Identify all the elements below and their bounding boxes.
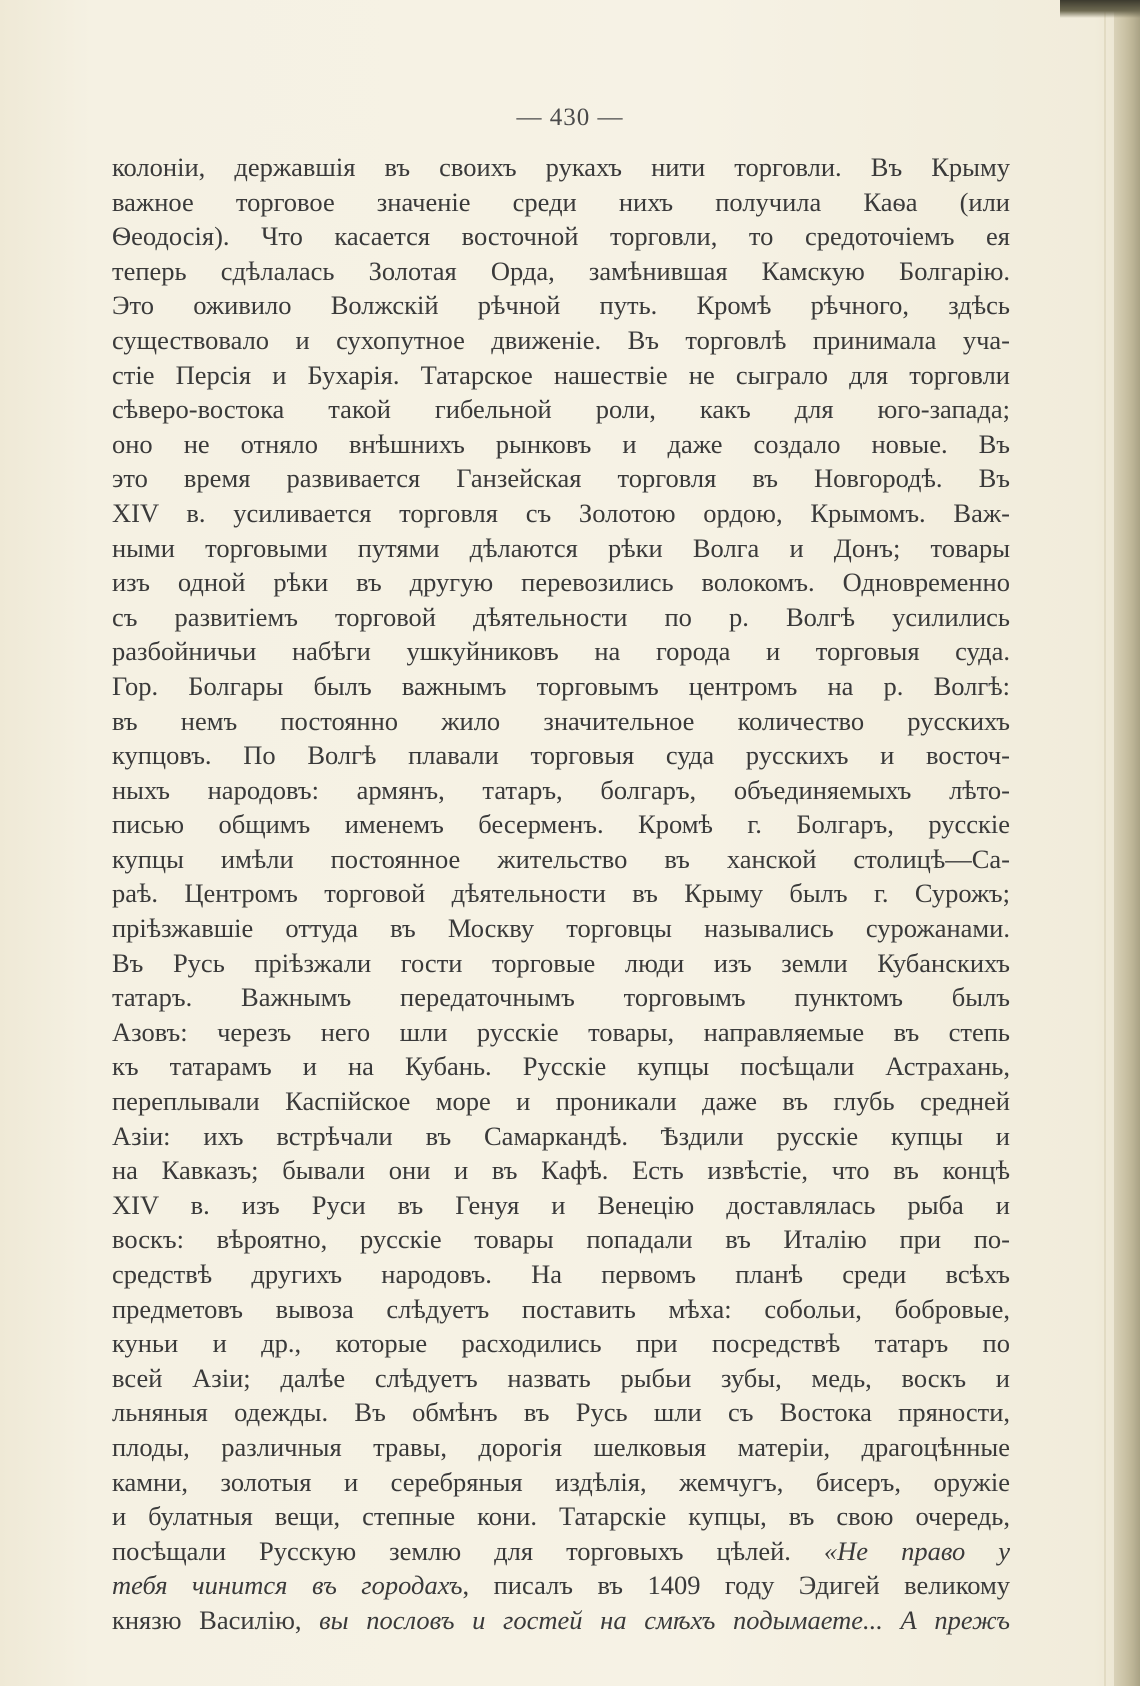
text-line-content [112, 1049, 1010, 1084]
text-line-content [112, 1015, 1010, 1050]
text-line [112, 1326, 1010, 1361]
text-line [112, 980, 1010, 1015]
text-fragment: Ѳеодосія). Что касается восточной торговли, то средоточіемъ ея [112, 221, 1010, 252]
text-line-content [112, 980, 1010, 1015]
text-line [112, 323, 1010, 358]
text-line [112, 1084, 1010, 1119]
text-line [112, 1395, 1010, 1430]
text-fragment: куньи и др., которые расходились при посредствѣ татаръ по [112, 1328, 1010, 1359]
body-text [112, 150, 1010, 1638]
text-line-content [112, 704, 1010, 739]
text-line-content [112, 842, 1010, 877]
text-line [112, 150, 1010, 185]
text-fragment: купцы имѣли постоянное жительство въ ханской столицѣ—Са- [112, 843, 1010, 874]
text-line-content [112, 1499, 1010, 1534]
text-fragment: съ развитіемъ торговой дѣятельности по р. Волгѣ усилились [112, 601, 1010, 632]
text-fragment: стіе Персія и Бухарія. Татарское нашествіе не сыграло для торговли [112, 359, 1010, 390]
page-number: — 430 — [516, 104, 624, 131]
text-line [112, 738, 1010, 773]
text-line [112, 392, 1010, 427]
page-corner-shadow [1060, 0, 1140, 18]
text-line [112, 669, 1010, 704]
text-fragment: Азіи: ихъ встрѣчали въ Самаркандѣ. Ѣздили русскіе купцы и [112, 1120, 1010, 1151]
text-line [112, 219, 1010, 254]
text-line-content [112, 1326, 1010, 1361]
text-line [112, 842, 1010, 877]
text-line-content [112, 911, 1010, 946]
text-line-content [112, 427, 1010, 462]
text-fragment: пріѣзжавшіе оттуда въ Москву торговцы назывались сурожанами. [112, 913, 1010, 944]
italic-quote-fragment: тебя чинится въ городахъ [112, 1570, 463, 1601]
text-fragment: сѣверо-востока такой гибельной роли, какъ для юго-запада; [112, 394, 1010, 425]
text-line [112, 634, 1010, 669]
text-fragment: воскъ: вѣроятно, русскіе товары попадали въ Италію при по- [112, 1224, 1010, 1255]
text-line-content [112, 1395, 1010, 1430]
text-line [112, 1015, 1010, 1050]
text-line-content [112, 1257, 1010, 1292]
text-line [112, 531, 1010, 566]
text-line-content [112, 288, 1010, 323]
text-line [112, 773, 1010, 808]
text-line-content [112, 738, 1010, 773]
text-fragment: средствѣ другихъ народовъ. На первомъ планѣ среди всѣхъ [112, 1259, 1010, 1289]
text-line [112, 1499, 1010, 1534]
text-fragment: XIV в. усиливается торговля съ Золотою ордою, Крымомъ. Важ- [112, 497, 1010, 528]
text-line-content [112, 1465, 1010, 1500]
text-fragment: существовало и сухопутное движеніе. Въ торговлѣ принимала уча- [112, 324, 1010, 355]
text-line [112, 565, 1010, 600]
text-fragment: татаръ. Важнымъ передаточнымъ торговымъ пунктомъ былъ [112, 982, 1010, 1013]
text-line [112, 427, 1010, 462]
text-line [112, 358, 1010, 393]
text-line [112, 1119, 1010, 1154]
text-line [112, 807, 1010, 842]
text-line [112, 1153, 1010, 1188]
text-line [112, 1257, 1010, 1292]
text-fragment: писью общимъ именемъ бесерменъ. Кромѣ г. Болгаръ, русскіе [112, 809, 1010, 840]
text-line-content [112, 150, 1010, 185]
text-line-content [112, 600, 1010, 635]
text-line-content [112, 634, 1010, 669]
text-line-content [112, 1153, 1010, 1188]
text-fragment: льняныя одежды. Въ обмѣнъ въ Русь шли съ Востока пряности, [112, 1397, 1010, 1428]
text-fragment: Гор. Болгары былъ важнымъ торговымъ центромъ на р. Волгѣ: [112, 670, 1010, 701]
text-line-content [112, 1534, 1010, 1569]
text-line [112, 254, 1010, 289]
text-fragment: ными торговыми путями дѣлаются рѣки Волга и Донъ; товары [112, 532, 1010, 563]
text-fragment: Это оживило Волжскій рѣчной путь. Кромѣ рѣчного, здѣсь [112, 290, 1010, 321]
text-fragment: оно не отняло внѣшнихъ рынковъ и даже создало новые. Въ [112, 428, 1010, 459]
text-fragment: изъ одной рѣки въ другую перевозились волокомъ. Одновременно [112, 567, 1010, 598]
text-fragment: раѣ. Центромъ торговой дѣятельности въ Крыму былъ г. Сурожъ; [112, 878, 1010, 909]
text-fragment: на Кавказъ; бывали они и въ Кафѣ. Есть извѣстіе, что въ концѣ [112, 1155, 1010, 1186]
text-line [112, 946, 1010, 981]
text-line [112, 1222, 1010, 1257]
text-fragment: плоды, различныя травы, дорогія шелковыя матеріи, драгоцѣнные [112, 1431, 1010, 1462]
text-line-content [112, 185, 1010, 220]
italic-quote-fragment: «Не право у [823, 1535, 1010, 1566]
text-fragment: переплывали Каспійское море и проникали даже въ глубь средней [112, 1086, 1010, 1117]
text-line-content [112, 1119, 1010, 1154]
text-fragment: камни, золотыя и серебряныя издѣлія, жемчугъ, бисеръ, оружіе [112, 1466, 1010, 1497]
text-line [112, 1603, 1010, 1638]
text-line [112, 1049, 1010, 1084]
text-fragment: къ татарамъ и на Кубань. Русскіе купцы посѣщали Астрахань, [112, 1051, 1010, 1082]
text-fragment: и булатныя вещи, степные кони. Татарскіе купцы, въ свою очередь, [112, 1501, 1010, 1532]
text-line [112, 1430, 1010, 1465]
text-fragment: XIV в. изъ Руси въ Генуя и Венецію доставлялась рыба и [112, 1189, 1010, 1220]
text-line-content [112, 946, 1010, 981]
text-fragment: посѣщали Русскую землю для торговыхъ цѣлей. [112, 1535, 824, 1566]
text-line-content [112, 1188, 1010, 1223]
text-line-content [112, 807, 1010, 842]
text-line-content [112, 1603, 1010, 1638]
text-line [112, 1188, 1010, 1223]
text-fragment: теперь сдѣлалась Золотая Орда, замѣнившая Камскую Болгарію. [112, 255, 1010, 286]
page-edge-line [1104, 0, 1106, 1686]
text-fragment: важное торговое значеніе среди нихъ получила Каѳа (или [112, 186, 1010, 217]
text-line-content [112, 1292, 1010, 1327]
text-line [112, 1534, 1010, 1569]
text-fragment: князю Василію, [112, 1604, 320, 1635]
text-line-content [112, 669, 1010, 704]
text-line-content [112, 565, 1010, 600]
text-fragment: купцовъ. По Волгѣ плавали торговыя суда русскихъ и восточ- [112, 740, 1010, 771]
text-line-content [112, 496, 1010, 531]
text-line-content [112, 1568, 1010, 1603]
italic-quote-fragment: вы пословъ и гостей на смѣхъ подымаете... А прежъ [319, 1604, 1010, 1635]
text-line-content [112, 254, 1010, 289]
text-line [112, 1292, 1010, 1327]
text-fragment: Въ Русь пріѣзжали гости торговые люди изъ земли Кубанскихъ [112, 947, 1010, 978]
text-line [112, 1361, 1010, 1396]
text-line-content [112, 773, 1010, 808]
text-line-content [112, 323, 1010, 358]
text-fragment: , писалъ въ 1409 году Эдигей великому [462, 1570, 1010, 1601]
text-fragment: Азовъ: черезъ него шли русскіе товары, направляемые въ степь [112, 1016, 1010, 1047]
text-fragment: въ немъ постоянно жило значительное количество русскихъ [112, 705, 1010, 736]
text-line-content [112, 1361, 1010, 1396]
text-line [112, 461, 1010, 496]
text-line [112, 1568, 1010, 1603]
text-line-content [112, 1222, 1010, 1257]
text-line-content [112, 876, 1010, 911]
text-line-content [112, 358, 1010, 393]
text-line-content [112, 392, 1010, 427]
text-line [112, 704, 1010, 739]
page-edge-shadow [1114, 0, 1140, 1686]
text-line-content [112, 461, 1010, 496]
text-line-content [112, 531, 1010, 566]
text-line [112, 288, 1010, 323]
text-line-content [112, 219, 1010, 254]
text-line [112, 876, 1010, 911]
text-line [112, 911, 1010, 946]
text-fragment: это время развивается Ганзейская торговля въ Новгородѣ. Въ [112, 463, 1010, 494]
text-line [112, 600, 1010, 635]
text-fragment: разбойничьи набѣги ушкуйниковъ на города и торговыя суда. [112, 636, 1010, 667]
text-line [112, 1465, 1010, 1500]
text-fragment: всей Азіи; далѣе слѣдуетъ назвать рыбьи зубы, медь, воскъ и [112, 1362, 1010, 1393]
text-line [112, 496, 1010, 531]
text-fragment: предметовъ вывоза слѣдуетъ поставить мѣха: собольи, бобровые, [112, 1293, 1010, 1324]
text-fragment: ныхъ народовъ: армянъ, татаръ, болгаръ, объединяемыхъ лѣто- [112, 774, 1010, 805]
text-fragment: колоніи, державшія въ своихъ рукахъ нити торговли. Въ Крыму [112, 152, 1010, 182]
text-line [112, 185, 1010, 220]
text-line-content [112, 1430, 1010, 1465]
text-line-content [112, 1084, 1010, 1119]
